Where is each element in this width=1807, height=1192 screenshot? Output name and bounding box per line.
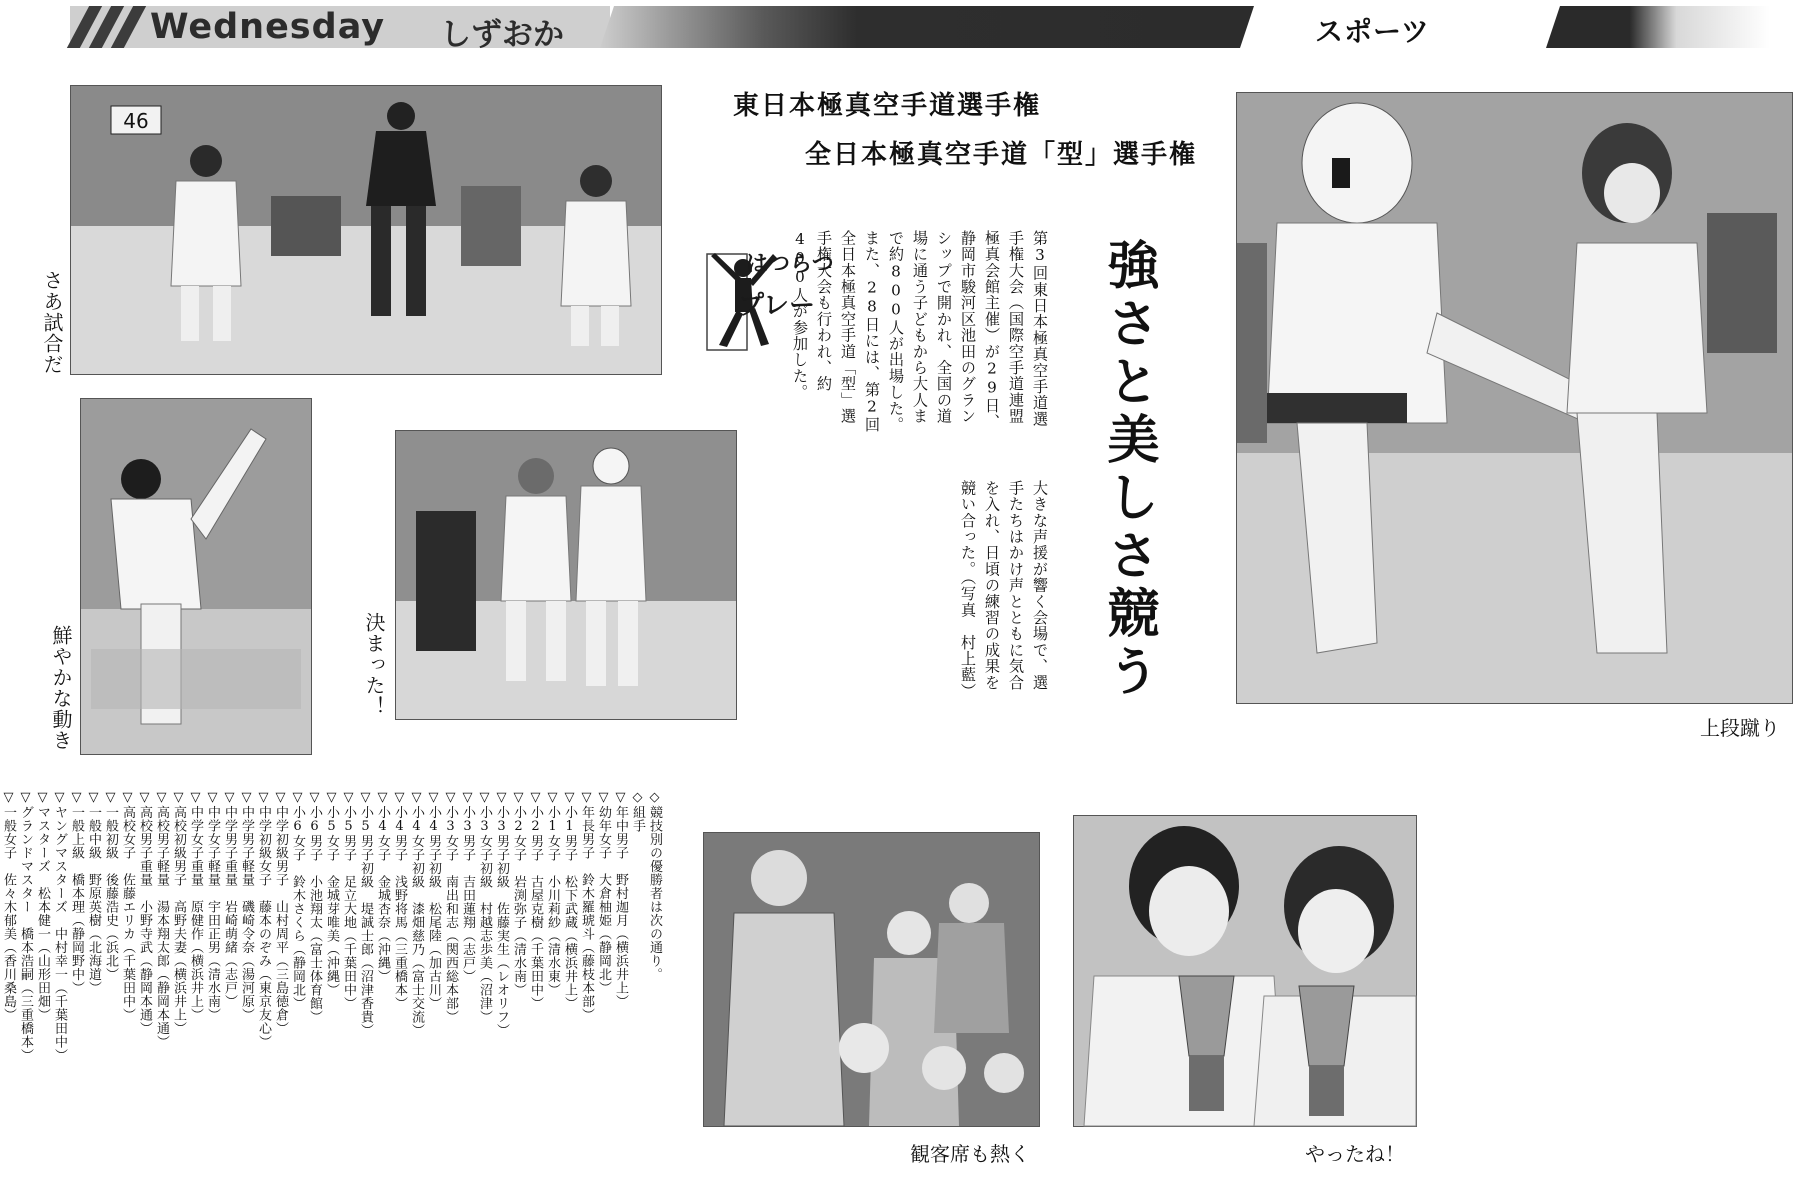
result-line: ▽中学初級男子 山村周平（三島徳倉） bbox=[273, 790, 288, 1035]
result-line: ▽一般中級 野原英樹（北海道） bbox=[86, 790, 101, 995]
result-line: ◇組手 bbox=[630, 790, 645, 833]
result-line: ▽小1女子 小川莉紗（清水東） bbox=[545, 790, 560, 997]
main-headline: 強さと美しさ競う bbox=[1098, 238, 1159, 702]
result-line: ▽幼年女子 大倉柚姫（静岡北） bbox=[596, 790, 611, 995]
result-line: ▽小3女子 南出和志（関西総本部） bbox=[443, 790, 458, 1024]
caption-photo-5: 観客席も熱く bbox=[910, 1142, 1030, 1166]
result-line: ▽小6女子 鈴木さくら（静岡北） bbox=[290, 790, 305, 1010]
result-line: ▽小3男子初級 佐藤実生（レオリフ） bbox=[494, 790, 509, 1037]
result-line: ▽小5女子 金城芽唯美（沖縄） bbox=[324, 790, 339, 997]
svg-text:46: 46 bbox=[123, 109, 149, 133]
photo-trophies bbox=[1073, 815, 1417, 1127]
result-line: ▽中学初級女子 藤本のぞみ（東京友心） bbox=[256, 790, 271, 1049]
result-line: ▽小3女子初級 村越志歩美（沼津） bbox=[477, 790, 492, 1024]
photo-vivid-movement bbox=[80, 398, 312, 755]
result-line: ◇競技別の優勝者は次の通り。 bbox=[647, 790, 662, 981]
result-line: ▽小4男子初級 松尾陸（加古川） bbox=[426, 790, 441, 1010]
caption-photo-6: やったね！ bbox=[1305, 1142, 1405, 1166]
result-line: ▽小5男子 足立大地（千葉田中） bbox=[341, 790, 356, 1010]
article-paragraph-1: 第3回東日本極真空手道選手権大会（国際空手道連盟極真会館主催）が29日、静岡市駿河区池田のグランシップで開かれ、全国の道場に通う子どもから大人まで約800人が出場した。また、28日には、第2回全日本極真空手道「型」選手権大会も行われ、約400人が参加した。 bbox=[791, 230, 1049, 433]
result-line: ▽小1男子 松下武蔵（横浜井上） bbox=[562, 790, 577, 1010]
result-line: ▽小2女子 岩渕弥子（清水南） bbox=[511, 790, 526, 997]
result-line: ▽高校男子重量 小野寺武（静岡本通） bbox=[137, 790, 152, 1035]
article-paragraph-2: 大きな声援が響く会場で、選手たちはかけ声とともに気合を入れ、日頃の練習の成果を競い合った。（写真 村上藍） bbox=[959, 480, 1049, 700]
headline-event-2: 全日本極真空手道「型」選手権 bbox=[805, 140, 1198, 170]
result-line: ▽小4女子初級 漆畑慈乃（富士交流） bbox=[409, 790, 424, 1037]
result-line: ▽ヤングマスターズ 中村幸一（千葉田中） bbox=[52, 790, 67, 1062]
logo-text-line1: はつらつ bbox=[746, 252, 834, 277]
result-line: ▽一般女子 佐々木郁美（香川桑島） bbox=[1, 790, 16, 1022]
photo-match-start bbox=[70, 85, 662, 375]
header-section: スポーツ bbox=[1315, 15, 1430, 48]
result-line: ▽小2男子 古屋克樹（千葉田中） bbox=[528, 790, 543, 1010]
result-line: ▽一般初級 後藤浩史（浜北） bbox=[103, 790, 118, 981]
header-right-band bbox=[600, 6, 1770, 48]
result-line: ▽中学女子重量 原健作（横浜井上） bbox=[188, 790, 203, 1022]
result-line: ▽中学女子軽量 宇田正男（清水南） bbox=[205, 790, 220, 1022]
result-line: ▽小5男子初級 堤誠士郎（沼津香貴） bbox=[358, 790, 373, 1037]
logo-text-line2: プレー bbox=[738, 291, 815, 321]
header-city: しずおか bbox=[440, 17, 564, 53]
caption-photo-2: 鮮やかな動き bbox=[49, 625, 73, 751]
headline-event-1: 東日本極真空手道選手権 bbox=[733, 91, 1042, 121]
caption-photo-1: さあ試合だ bbox=[40, 270, 64, 375]
header-day: Wednesday bbox=[150, 7, 386, 47]
photo-spectators bbox=[703, 832, 1040, 1127]
result-line: ▽小3男子 吉田蓮翔（志戸） bbox=[460, 790, 475, 983]
results-list bbox=[1, 790, 662, 1120]
result-line: ▽マスターズ 松本健一（山形田畑） bbox=[35, 790, 50, 1022]
result-line: ▽中学男子重量 岩崎萌緒（志戸） bbox=[222, 790, 237, 1008]
result-line: ▽年長男子 鈴木羅琥斗（藤枝本部） bbox=[579, 790, 594, 1022]
result-line: ▽一般上級 橋本理（静岡野中） bbox=[69, 790, 84, 995]
photo-high-kick bbox=[1236, 92, 1793, 704]
result-line: ▽高校男子軽量 湯本翔太郎（静岡本通） bbox=[154, 790, 169, 1049]
result-line: ▽小4男子 浅野将馬（三重橋本） bbox=[392, 790, 407, 1010]
result-line: ▽中学男子軽量 磯崎令奈（湯河原） bbox=[239, 790, 254, 1022]
result-line: ▽高校初級男子 高野夫妻（横浜井上） bbox=[171, 790, 186, 1035]
caption-photo-3: 決まった！ bbox=[362, 612, 386, 717]
result-line: ▽小4女子 金城杏奈（沖縄） bbox=[375, 790, 390, 983]
result-line: ▽グランドマスター 橋本浩嗣（三重橋本） bbox=[18, 790, 33, 1062]
result-line: ▽年中男子 野村迦月（横浜井上） bbox=[613, 790, 628, 1008]
caption-photo-4: 上段蹴り bbox=[1700, 716, 1780, 740]
photo-decided bbox=[395, 430, 737, 720]
result-line: ▽高校女子 佐藤エリカ（千葉田中） bbox=[120, 790, 135, 1022]
result-line: ▽小6男子 小池翔太（富士体育館） bbox=[307, 790, 322, 1024]
